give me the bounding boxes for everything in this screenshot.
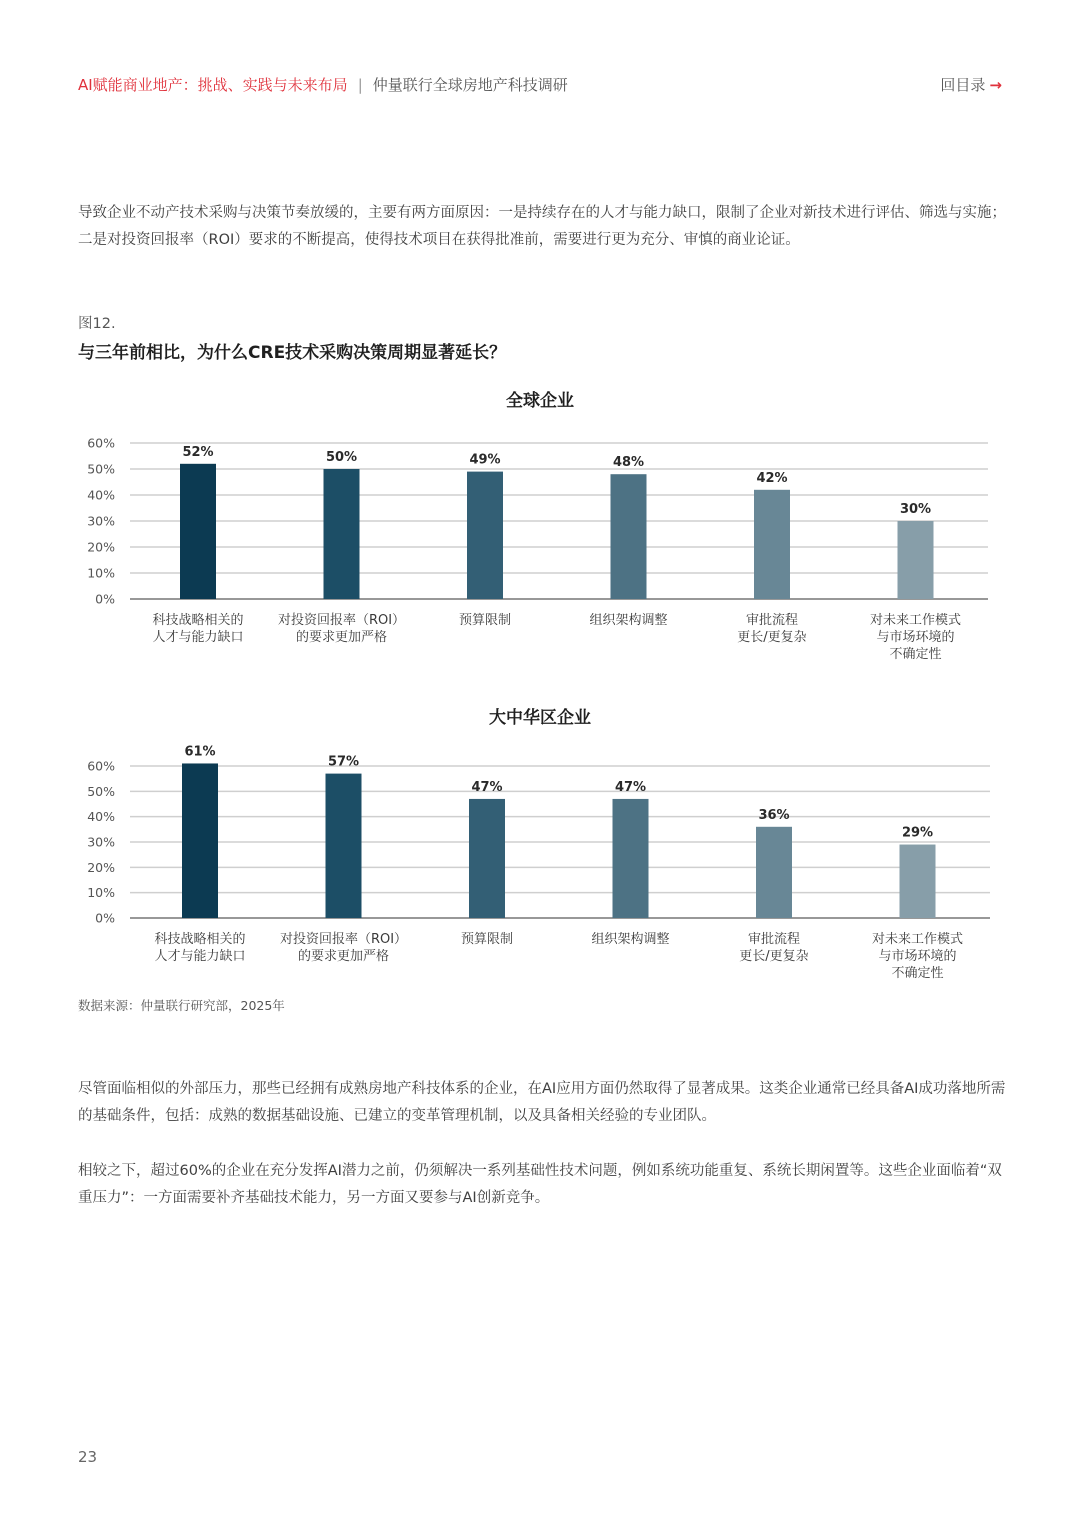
x-tick-label: 与市场环境的: [878, 949, 957, 964]
figure-source: 数据来源：仲量联行研究部，2025年: [78, 998, 285, 1013]
data-label: 49%: [469, 452, 501, 468]
y-tick-label: 30%: [87, 834, 115, 850]
x-tick-label: 预算限制: [460, 932, 514, 947]
bar: [326, 774, 362, 918]
y-tick-label: 60%: [87, 758, 115, 774]
x-tick-label: 审批流程: [747, 932, 801, 947]
x-tick-label: 对投资回报率（ROI）: [277, 613, 406, 628]
y-tick-label: 10%: [87, 885, 115, 901]
series-title: 仲量联行全球房地产科技调研: [372, 76, 568, 94]
data-label: 29%: [901, 825, 934, 841]
x-tick-label: 的要求更加严格: [295, 630, 388, 645]
bar: [898, 521, 934, 599]
x-tick-label: 预算限制: [458, 613, 512, 628]
intro-paragraph: 导致企业不动产技术采购与决策节奏放缓的，主要有两方面原因：一是持续存在的人才与能力缺口，限制了企业对新技术进行评估、筛选与实施；二是对投资回报率（ROI）要求的不断提高，使得技术项目在获得批准前，需要进行更为充分、审慎的商业论证。: [78, 205, 1006, 248]
toc-link[interactable]: [940, 74, 1002, 95]
header-separator: |: [357, 76, 363, 94]
data-label: 61%: [184, 744, 216, 760]
x-tick-label: 更长/更复杂: [739, 949, 809, 964]
y-tick-label: 20%: [87, 859, 115, 875]
global-bar-chart: [0, 430, 1080, 675]
x-tick-label: 组织架构调整: [591, 932, 670, 947]
arrow-right-icon: →: [989, 76, 1002, 94]
y-tick-label: 10%: [87, 565, 115, 581]
x-tick-label: 对未来工作模式: [869, 613, 962, 628]
y-tick-label: 20%: [87, 539, 115, 555]
data-label: 48%: [612, 455, 645, 471]
bar: [324, 469, 360, 599]
x-tick-label: 更长/更复杂: [737, 630, 807, 645]
report-title: AI赋能商业地产：挑战、实践与未来布局: [78, 76, 348, 94]
bar: [611, 474, 647, 599]
x-tick-label: 不确定性: [891, 966, 944, 981]
y-tick-label: 50%: [87, 783, 115, 799]
x-tick-label: 对投资回报率（ROI）: [279, 932, 408, 947]
y-tick-label: 40%: [87, 809, 115, 825]
bar: [467, 472, 503, 599]
y-tick-label: 60%: [87, 435, 115, 451]
x-tick-label: 科技战略相关的: [154, 932, 246, 947]
x-tick-label: 不确定性: [889, 647, 942, 662]
x-tick-label: 的要求更加严格: [297, 949, 390, 964]
bar: [756, 827, 792, 918]
chart-title-global: 全球企业: [506, 391, 574, 411]
report-header: [78, 74, 568, 95]
x-tick-label: 组织架构调整: [589, 613, 668, 628]
bar: [469, 799, 505, 918]
x-tick-label: 审批流程: [745, 613, 799, 628]
x-tick-label: 与市场环境的: [876, 630, 955, 645]
x-tick-label: 人才与能力缺口: [154, 949, 246, 964]
data-label: 52%: [182, 444, 214, 460]
data-label: 42%: [756, 470, 788, 486]
body-paragraph-2: 相较之下，超过60%的企业在充分发挥AI潜力之前，仍须解决一系列基础性技术问题，例如系统功能重复、系统长期闲置等。这些企业面临着“双重压力”：一方面需要补齐基础技术能力，另一方面又要参与AI创新竞争。: [78, 1163, 1002, 1206]
page-number: 23: [78, 1448, 98, 1466]
figure-title: 与三年前相比，为什么CRE技术采购决策周期显著延长？: [78, 343, 507, 363]
y-tick-label: 50%: [87, 461, 115, 477]
bar: [182, 763, 218, 918]
y-tick-label: 30%: [87, 513, 115, 529]
x-tick-label: 人才与能力缺口: [152, 630, 244, 645]
bar: [900, 845, 936, 918]
figure-label: 图12.: [78, 316, 116, 332]
data-label: 36%: [758, 807, 790, 823]
data-label: 57%: [327, 754, 360, 770]
y-tick-label: 0%: [95, 910, 115, 926]
data-label: 30%: [899, 502, 932, 517]
chart-title-greater-china: 大中华区企业: [489, 708, 591, 728]
bar: [180, 464, 216, 599]
data-label: 47%: [471, 779, 503, 795]
y-tick-label: 0%: [95, 591, 115, 607]
body-paragraph-1: 尽管面临相似的外部压力，那些已经拥有成熟房地产科技体系的企业，在AI应用方面仍然取得了显著成果。这类企业通常已经具备AI成功落地所需的基础条件，包括：成熟的数据基础设施、已建立的变革管理机制，以及具备相关经验的专业团队。: [78, 1081, 1006, 1124]
greater-china-bar-chart: [0, 740, 1080, 995]
data-label: 47%: [614, 779, 647, 795]
bar: [754, 490, 790, 599]
toc-label: 回目录: [940, 76, 986, 94]
x-tick-label: 对未来工作模式: [871, 932, 964, 947]
x-tick-label: 科技战略相关的: [152, 613, 244, 628]
data-label: 50%: [325, 450, 358, 465]
y-tick-label: 40%: [87, 487, 115, 503]
bar: [613, 799, 649, 918]
